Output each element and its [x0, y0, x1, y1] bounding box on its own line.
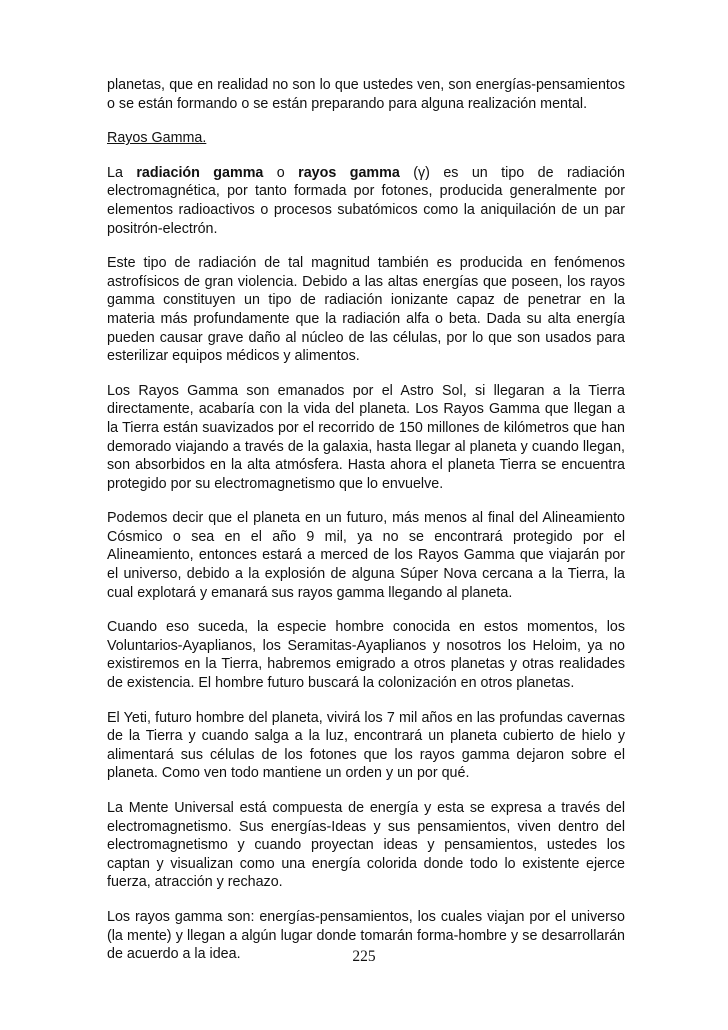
definition-rest: (γ) es un tipo de radiación electromagnética, por tanto formada por fotones, producida generalmente por elementos radioactivos o procesos subatómicos como la aniquilación de un par positrón-electrón. [107, 164, 625, 237]
term-rayos-gamma: rayos gamma [298, 164, 400, 181]
definition-paragraph [107, 164, 625, 238]
page-number: 225 [352, 948, 376, 965]
body-paragraph: Podemos decir que el planeta en un futuro, más menos al final del Alineamiento Cósmico o sea en el año 9 mil, ya no se encontrará protegido por el Alineamiento, entonces estará a merced de los Rayos Gamma que viajarán por el universo, debido a la explosión de alguna Súper Nova cercana a la Tierra, la cual explotará y emanará sus rayos gamma llegando al planeta. [107, 510, 625, 601]
body-paragraph: Los Rayos Gamma son emanados por el Astro Sol, si llegaran a la Tierra directamente, acabaría con la vida del planeta. Los Rayos Gamma que llegan a la Tierra están suavizados por el recorrido de 150 millones de kilómetros que han demorado viajando a través de la galaxia, hasta llegar al planeta y cuando llegan, son absorbidos en la alta atmósfera. Hasta ahora el planeta Tierra se encuentra protegido por su electromagnetismo que lo envuelve. [107, 382, 625, 492]
term-radiacion-gamma: radiación gamma [136, 164, 264, 181]
intro-paragraph: planetas, que en realidad no son lo que ustedes ven, son energías-pensamientos o se están formando o se están preparando para alguna realización mental. [107, 77, 625, 112]
body-paragraph: Este tipo de radiación de tal magnitud también es producida en fenómenos astrofísicos de gran violencia. Debido a las altas energías que poseen, los rayos gamma constituyen un tipo de radiación ionizante capaz de penetrar en la materia más profundamente que la radiación alfa o beta. Dada su alta energía pueden causar grave daño al núcleo de las células, por lo que son usados para esterilizar equipos médicos y alimentos. [107, 255, 625, 365]
body-paragraph: El Yeti, futuro hombre del planeta, vivirá los 7 mil años en las profundas cavernas de la Tierra y cuando salga a la luz, encontrará un planeta cubierto de hielo y alimentará sus células de los fotones que los rayos gamma dejaron sobre el planeta. Como ven todo mantiene un orden y un por qué. [107, 709, 625, 782]
section-heading: Rayos Gamma. [107, 130, 207, 147]
body-paragraph: Cuando eso suceda, la especie hombre conocida en estos momentos, los Voluntarios-Ayaplianos, los Seramitas-Ayaplianos y nosotros los Heloim, ya no existiremos en la Tierra, habremos emigrado a otros planetas y otras realidades de existencia. El hombre futuro buscará la colonización en otros planetas. [107, 619, 625, 692]
definition-prefix: La [107, 164, 137, 181]
definition-connector: o [263, 164, 299, 181]
body-paragraph: Los rayos gamma son: energías-pensamientos, los cuales viajan por el universo (la mente) y llegan a algún lugar donde tomarán forma-hombre y se desarrollarán de acuerdo a la idea. [107, 908, 625, 963]
document-page [107, 76, 625, 980]
body-paragraph: La Mente Universal está compuesta de energía y esta se expresa a través del electromagnetismo. Sus energías-Ideas y sus pensamientos, viven dentro del electromagnetismo y cuando proyectan ideas y pensamientos, ustedes los captan y visualizan como una energía colorida donde todo lo existente ejerce fuerza, atracción y rechazo. [107, 800, 625, 891]
